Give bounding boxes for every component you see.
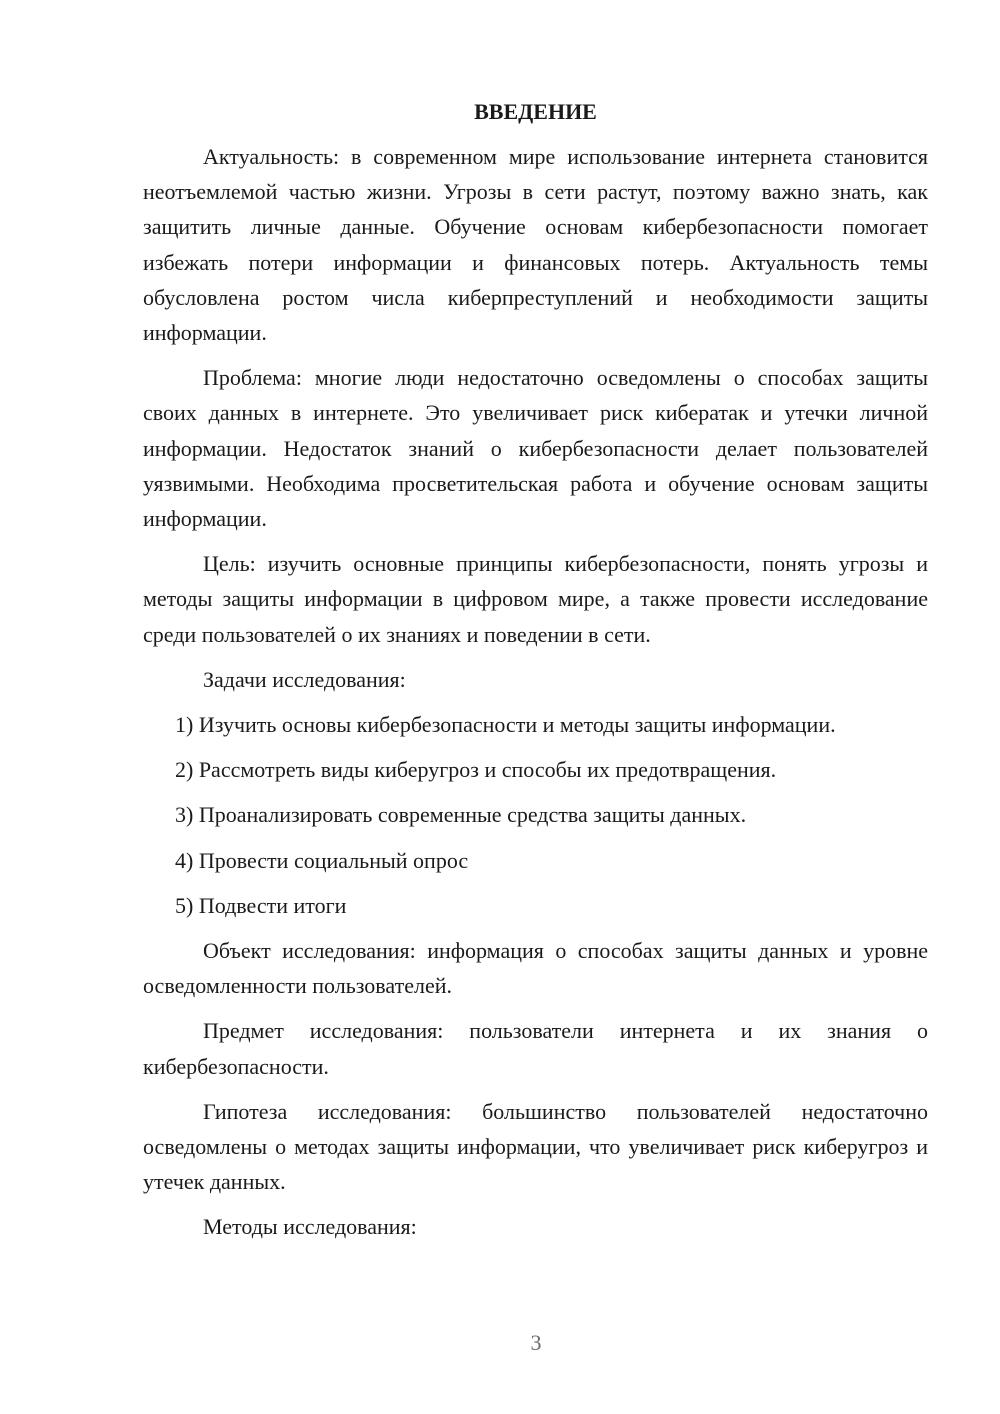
tasks-list — [143, 707, 928, 923]
methods-title: Методы исследования: — [203, 1214, 417, 1240]
paragraph-object: Объект исследования: информация о способах защиты данных и уровне осведомленности пользователей. — [143, 938, 928, 999]
task-item: 1) Изучить основы кибербезопасности и методы защиты информации. — [175, 712, 836, 738]
task-item: 4) Провести социальный опрос — [175, 847, 469, 873]
page-number: 3 — [530, 1330, 542, 1355]
paragraph-problem: Проблема: многие люди недостаточно осведомлены о способах защиты своих данных в интернете. Это увеличивает риск кибератак и утечки личной информации. Недостаток знаний о кибербезопасности делает пользователей уязвимыми. Необходима просветительская работа и обучение основам защиты информации. — [143, 365, 928, 532]
section-heading: ВВЕДЕНИЕ — [474, 99, 597, 124]
paragraph-goal: Цель: изучить основные принципы кибербезопасности, понять угрозы и методы защиты информации в цифровом мире, а также провести исследование среди пользователей о их знаниях и поведении в сети. — [143, 551, 928, 647]
tasks-title: Задачи исследования: — [203, 666, 406, 692]
task-item: 5) Подвести итоги — [175, 892, 347, 918]
task-item: 3) Проанализировать современные средства защиты данных. — [175, 802, 747, 828]
paragraph-relevance: Актуальность: в современном мире использование интернета становится неотъемлемой частью жизни. Угрозы в сети растут, поэтому важно знать, как защитить личные данные. Обучение основам кибербезопасности помогает избежать потери информации и финансовых потерь. Актуальность темы обусловлена ростом числа киберпреступлений и необходимости защиты информации. — [143, 144, 928, 346]
paragraph-hypothesis: Гипотеза исследования: большинство пользователей недостаточно осведомлены о методах защиты информации, что увеличивает риск киберугроз и утечек данных. — [143, 1098, 928, 1195]
task-item: 2) Рассмотреть виды киберугроз и способы их предотвращения. — [175, 757, 777, 783]
page-content — [143, 94, 928, 1255]
paragraph-subject: Предмет исследования: пользователи интернета и их знания о кибербезопасности. — [143, 1018, 928, 1079]
